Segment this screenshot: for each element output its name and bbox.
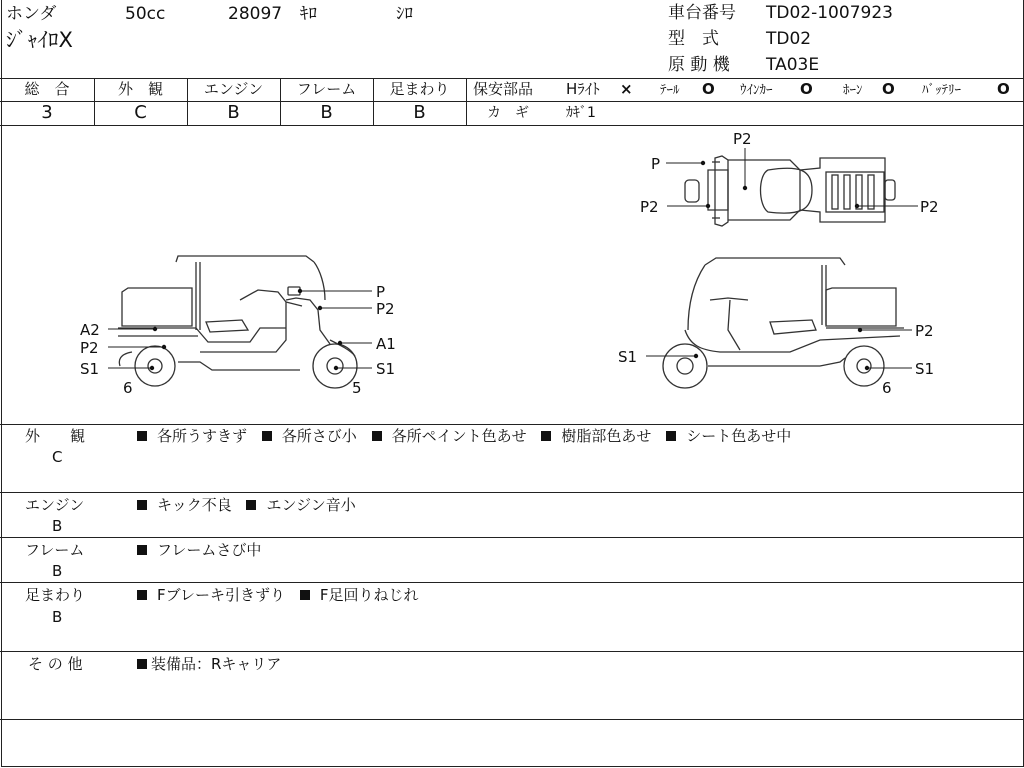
key-label: カ ギ — [487, 105, 529, 121]
remark-line-1 — [0, 492, 1024, 493]
chassis-number: TD02-1007923 — [766, 3, 893, 23]
safety-horn: ﾎｰﾝ — [843, 83, 863, 98]
label-top-p2-a: P2 — [733, 130, 752, 148]
remark-items-exterior — [137, 429, 791, 444]
type-value: TD02 — [766, 29, 812, 49]
grade-value-frame: B — [320, 102, 333, 123]
remark-grade-engine: B — [52, 517, 63, 535]
body-color: ｼﾛ — [396, 4, 413, 24]
remark-label-suspension: 足まわり — [25, 586, 86, 604]
safety-battery-mark: O — [997, 80, 1010, 98]
type-label: 型 式 — [668, 29, 719, 49]
label-left-p2-b: P2 — [80, 339, 99, 357]
label-right-s1-b: S1 — [915, 360, 935, 378]
maker: ホンダ — [6, 4, 57, 24]
safety-title: 保安部品 — [473, 80, 534, 98]
safety-winker-mark: O — [800, 80, 813, 98]
label-left-p: P — [376, 283, 386, 301]
label-right-p2: P2 — [915, 322, 934, 340]
grade-div-5 — [466, 78, 467, 125]
remark-grade-frame: B — [52, 562, 63, 580]
grade-mid-line — [0, 101, 1024, 102]
remark-item: F足回りねじれ — [319, 586, 419, 604]
remark-line-4 — [0, 651, 1024, 652]
label-right-6: 6 — [882, 379, 892, 397]
label-left-s1-b: S1 — [376, 360, 396, 378]
remark-item: エンジン音小 — [266, 496, 356, 514]
model-name: ｼﾞｬｲﾛX — [6, 28, 73, 52]
key-value: ｶｷﾞ1 — [566, 105, 596, 121]
mileage: 28097 — [228, 4, 283, 24]
remark-label-frame: フレーム — [25, 541, 85, 559]
safety-horn-mark: O — [882, 80, 895, 98]
safety-headlight: Hﾗｲﾄ — [566, 80, 600, 98]
label-top-p: P — [651, 155, 661, 173]
remark-item: 各所さび小 — [281, 427, 357, 445]
remark-label-other: そ の 他 — [28, 655, 83, 673]
label-left-a1: A1 — [376, 335, 396, 353]
grade-value-suspension: B — [413, 102, 426, 123]
remark-item: 装備品：Rキャリア — [151, 655, 282, 673]
remark-label-exterior: 外 観 — [25, 427, 86, 445]
grade-value-exterior: C — [134, 102, 147, 123]
mileage-unit: ｷﾛ — [300, 4, 317, 24]
remark-items-engine — [137, 498, 356, 513]
remark-item: フレームさび中 — [157, 541, 262, 559]
remark-item: 各所うすきず — [157, 427, 248, 445]
displacement: 50cc — [125, 4, 166, 24]
remark-item: 各所ペイント色あせ — [391, 427, 527, 445]
remark-grade-exterior: C — [52, 448, 63, 466]
remark-items-suspension — [137, 588, 418, 603]
remark-item: 樹脂部色あせ — [561, 427, 652, 445]
engine-value: TA03E — [766, 55, 820, 75]
safety-tail-mark: O — [702, 80, 715, 98]
engine-label: 原 動 機 — [668, 55, 730, 75]
grade-label-frame: フレーム — [296, 80, 357, 98]
remark-items-other — [137, 657, 281, 672]
grade-label-exterior: 外 観 — [117, 80, 163, 98]
diagram-bottom-line — [0, 424, 1024, 425]
safety-tail: ﾃｰﾙ — [660, 83, 680, 98]
label-left-6: 6 — [123, 379, 133, 397]
grade-label-overall: 総 合 — [24, 80, 70, 98]
label-left-p2-a: P2 — [376, 300, 395, 318]
remark-label-engine: エンジン — [25, 496, 85, 514]
leader-dots — [150, 161, 869, 370]
remark-item: キック不良 — [157, 496, 232, 514]
label-left-5: 5 — [352, 379, 362, 397]
grade-value-engine: B — [227, 102, 240, 123]
chassis-label: 車台番号 — [668, 3, 736, 23]
label-left-a2: A2 — [80, 321, 100, 339]
remark-line-2 — [0, 537, 1024, 538]
label-left-s1-a: S1 — [80, 360, 100, 378]
grade-top-line — [0, 78, 1024, 79]
remark-line-5 — [0, 719, 1024, 720]
safety-winker: ｳｲﾝｶｰ — [740, 83, 773, 98]
grade-value-overall: 3 — [41, 102, 53, 123]
label-top-p2-b: P2 — [640, 198, 659, 216]
label-right-s1-a: S1 — [618, 348, 638, 366]
remark-item: Fブレーキ引きずり — [157, 586, 286, 604]
safety-battery: ﾊﾞｯﾃﾘｰ — [922, 83, 961, 98]
vehicle-diagram — [0, 126, 1024, 424]
grade-label-engine: エンジン — [203, 80, 264, 98]
grade-label-suspension: 足まわり — [389, 80, 450, 98]
top-view-scooter — [685, 156, 895, 226]
label-top-p2-c: P2 — [920, 198, 939, 216]
remark-items-frame — [137, 543, 261, 558]
safety-headlight-mark: × — [620, 80, 633, 98]
remark-item: シート色あせ中 — [686, 427, 792, 445]
remark-line-3 — [0, 582, 1024, 583]
remark-grade-suspension: B — [52, 608, 63, 626]
